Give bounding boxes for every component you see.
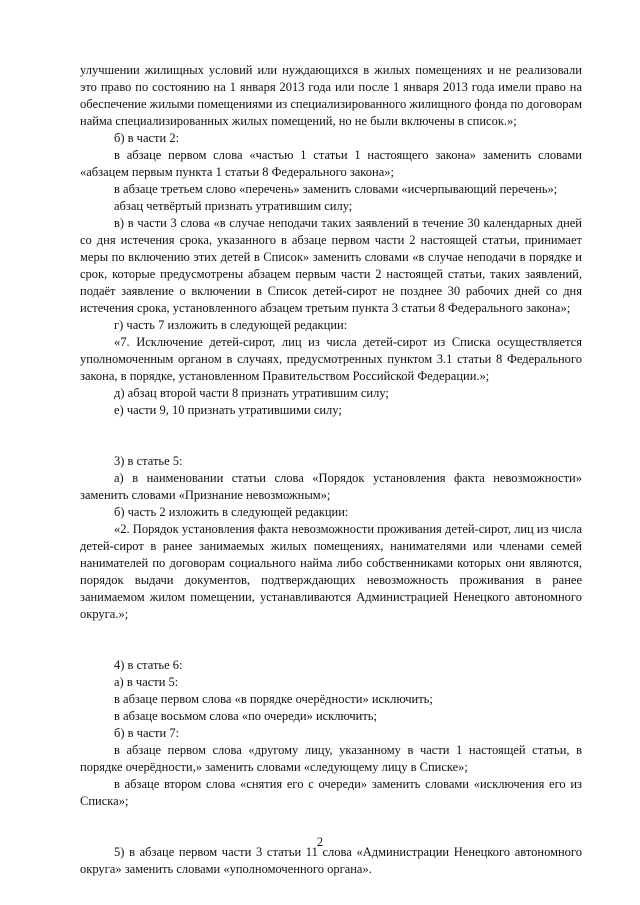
paragraph: в абзаце втором слова «снятия его с очереди» заменить словами «исключения его из Списка»;: [80, 777, 582, 808]
paragraph: в абзаце третьем слово «перечень» заменить словами «исчерпывающий перечень»;: [114, 182, 558, 196]
paragraph: в абзаце первом слова «частью 1 статьи 1 настоящего закона» заменить словами «абзацем первым пункта 1 статьи 8 Федерального закона»;: [80, 148, 582, 179]
paragraph: «7. Исключение детей-сирот, лиц из числа детей-сирот из Списка осуществляется уполномоченным органом в случаях, предусмотренных пунктом 3.1 статьи 8 Федерального закона, в порядке, установленном Правительством Российской Федерации.»;: [80, 335, 582, 383]
paragraph: в абзаце первом слова «в порядке очерёдности» исключить;: [114, 692, 433, 706]
paragraph: в абзаце восьмом слова «по очереди» исключить;: [114, 709, 377, 723]
paragraph: улучшении жилищных условий или нуждающихся в жилых помещениях и не реализовали это право по состоянию на 1 января 2013 года или после 1 января 2013 года имели право на обеспечение жилыми помещениями из специализированного жилищного фонда по договорам найма специализированных жилых помещений, но не были включены в список.»;: [80, 63, 582, 128]
page-number: 2: [316, 835, 324, 849]
paragraph: в) в части 3 слова «в случае неподачи таких заявлений в течение 30 календарных дней со дня истечения срока, указанного в абзаце первом части 2 настоящей статьи, принимает меры по включению этих детей в Список» заменить словами «в случае неподачи в порядке и срок, которые предусмотрены абзацем первым части 2 настоящей статьи, таких заявлений, подаёт заявление о включении в Список детей-сирот не позднее 30 рабочих дней со дня истечения срока, установленного абзацем третьим пункта 3 статьи 8 Федерального закона»;: [80, 216, 582, 315]
paragraph: б) в части 7:: [114, 726, 180, 740]
paragraph: абзац четвёртый признать утратившим силу;: [114, 199, 353, 213]
paragraph: а) в наименовании статьи слова «Порядок установления факта невозможности» заменить словами «Признание невозможным»;: [80, 471, 582, 502]
paragraph: а) в части 5:: [114, 675, 179, 689]
document-page: [80, 62, 582, 878]
paragraph: 4) в статье 6:: [114, 658, 183, 672]
paragraph: 5) в абзаце первом части 3 статьи 11 слова «Администрации Ненецкого автономного округа» заменить словами «уполномоченного органа».: [80, 845, 582, 876]
paragraph: г) часть 7 изложить в следующей редакции:: [114, 318, 348, 332]
paragraph: б) в части 2:: [114, 131, 180, 145]
paragraph: е) части 9, 10 признать утратившими силу;: [114, 403, 342, 417]
paragraph: б) часть 2 изложить в следующей редакции:: [114, 505, 349, 519]
paragraph: 3) в статье 5:: [114, 454, 183, 468]
paragraph: д) абзац второй части 8 признать утратившим силу;: [114, 386, 389, 400]
paragraph: «2. Порядок установления факта невозможности проживания детей-сирот, лиц из числа детей-сирот в ранее занимаемых жилых помещениях, нанимателями или членами семей нанимателей по договорам социального найма либо собственниками которых они являются, порядок выдачи документов, подтверждающих невозможность проживания в ранее занимаемом жилом помещении, устанавливаются Администрацией Ненецкого автономного округа.»;: [80, 522, 582, 621]
paragraph: в абзаце первом слова «другому лицу, указанному в части 1 настоящей статьи, в порядке очерёдности,» заменить словами «следующему лицу в Списке»;: [80, 743, 582, 774]
